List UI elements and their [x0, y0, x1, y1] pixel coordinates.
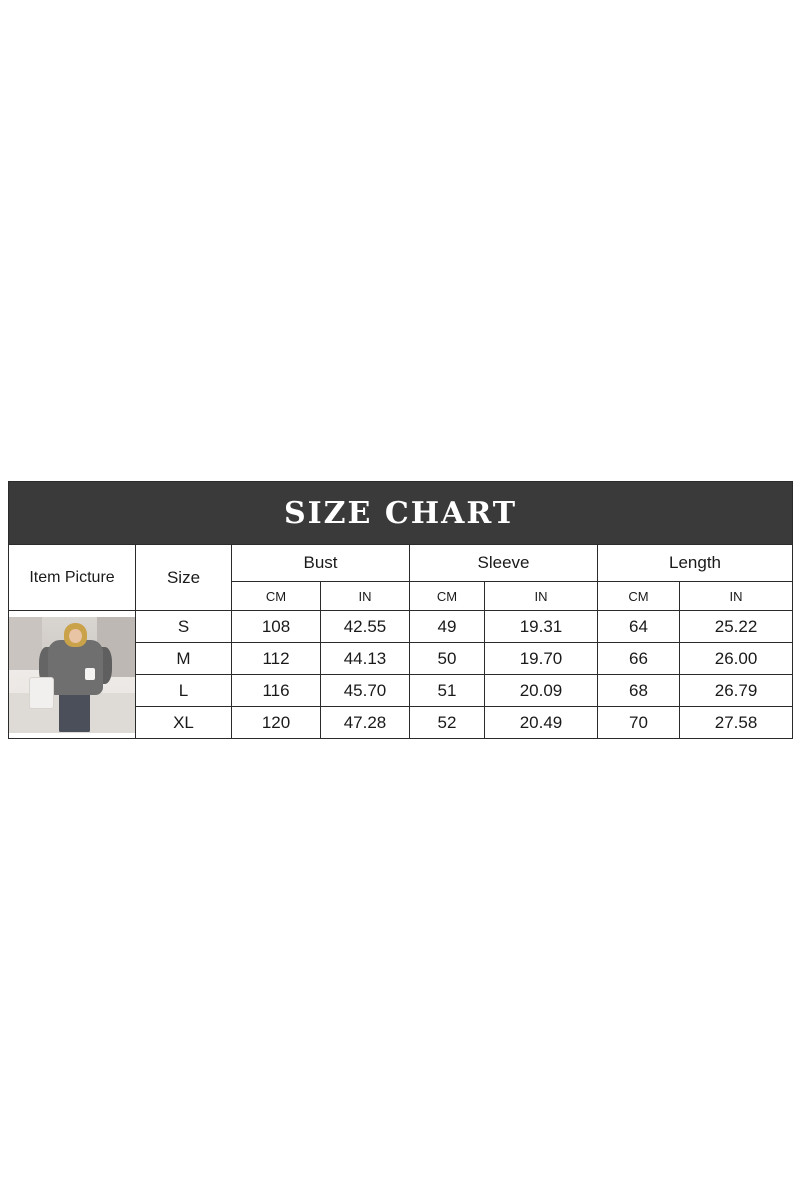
bust-cm-header: CM: [232, 582, 321, 611]
photo-model-sweater: [48, 640, 103, 696]
length-in-header: IN: [680, 582, 793, 611]
item-picture-header: Item Picture: [9, 545, 136, 611]
cell-sleeve-in: 20.49: [485, 707, 598, 739]
cell-length-in: 26.79: [680, 675, 793, 707]
cell-size: S: [136, 611, 232, 643]
bust-in-header: IN: [321, 582, 410, 611]
cell-bust-cm: 108: [232, 611, 321, 643]
sleeve-group-header: Sleeve: [410, 545, 598, 582]
cell-length-in: 27.58: [680, 707, 793, 739]
sleeve-cm-header: CM: [410, 582, 485, 611]
size-header: Size: [136, 545, 232, 611]
cell-bust-in: 45.70: [321, 675, 410, 707]
group-header-row: [9, 545, 793, 582]
size-chart-table: [8, 481, 793, 739]
cell-size: M: [136, 643, 232, 675]
cell-size: L: [136, 675, 232, 707]
cell-sleeve-cm: 50: [410, 643, 485, 675]
cell-size: XL: [136, 707, 232, 739]
chart-title-cell: [9, 482, 793, 545]
cell-sleeve-cm: 49: [410, 611, 485, 643]
cell-sleeve-cm: 52: [410, 707, 485, 739]
cell-length-cm: 70: [598, 707, 680, 739]
photo-coffee-cup: [85, 668, 95, 681]
product-image-cell: [9, 611, 136, 739]
cell-bust-cm: 112: [232, 643, 321, 675]
cell-bust-in: 44.13: [321, 643, 410, 675]
cell-bust-cm: 120: [232, 707, 321, 739]
cell-length-cm: 68: [598, 675, 680, 707]
cell-sleeve-cm: 51: [410, 675, 485, 707]
cell-length-in: 26.00: [680, 643, 793, 675]
cell-sleeve-in: 19.31: [485, 611, 598, 643]
table-row: [9, 611, 793, 643]
length-cm-header: CM: [598, 582, 680, 611]
page-title: SIZE CHART: [283, 495, 518, 531]
photo-model-legs: [59, 690, 89, 733]
photo-handbag: [29, 677, 54, 709]
cell-sleeve-in: 20.09: [485, 675, 598, 707]
bust-group-header: Bust: [232, 545, 410, 582]
product-image: [9, 617, 135, 733]
cell-length-cm: 64: [598, 611, 680, 643]
length-group-header: Length: [598, 545, 793, 582]
cell-bust-cm: 116: [232, 675, 321, 707]
sleeve-in-header: IN: [485, 582, 598, 611]
chart-title-row: [9, 482, 793, 545]
photo-wall-left: [9, 617, 42, 670]
size-chart-container: [8, 481, 792, 739]
cell-length-cm: 66: [598, 643, 680, 675]
cell-bust-in: 47.28: [321, 707, 410, 739]
cell-sleeve-in: 19.70: [485, 643, 598, 675]
cell-length-in: 25.22: [680, 611, 793, 643]
cell-bust-in: 42.55: [321, 611, 410, 643]
